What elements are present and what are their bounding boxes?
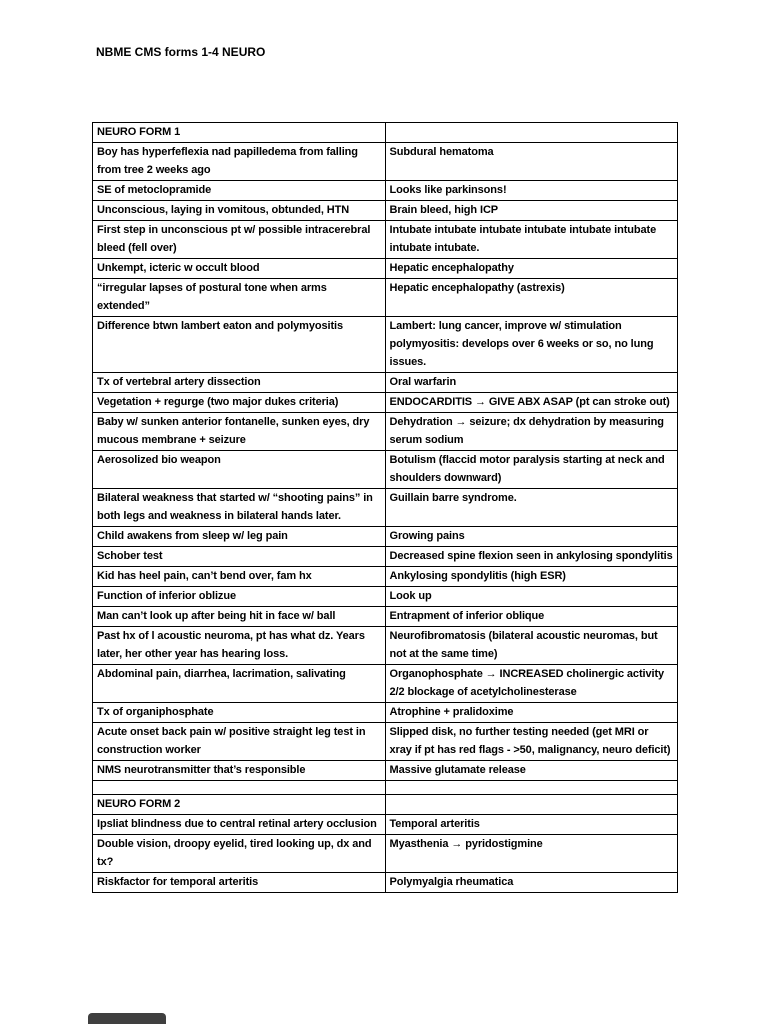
qa-row bbox=[93, 873, 678, 893]
answer-cell: Looks like parkinsons! bbox=[385, 181, 678, 201]
question-cell: Tx of vertebral artery dissection bbox=[93, 373, 386, 393]
answer-cell: Temporal arteritis bbox=[385, 815, 678, 835]
section-header-empty-cell bbox=[385, 795, 678, 815]
answer-cell: Intubate intubate intubate intubate intubate intubate intubate intubate. bbox=[385, 221, 678, 259]
section-header-row bbox=[93, 795, 678, 815]
question-cell: Child awakens from sleep w/ leg pain bbox=[93, 527, 386, 547]
qa-row bbox=[93, 259, 678, 279]
question-cell: Boy has hyperfeflexia nad papilledema from falling from tree 2 weeks ago bbox=[93, 143, 386, 181]
answer-cell: Lambert: lung cancer, improve w/ stimulation polymyositis: develops over 6 weeks or so, no lung issues. bbox=[385, 317, 678, 373]
answer-cell: Slipped disk, no further testing needed (get MRI or xray if pt has red flags - >50, malignancy, neuro deficit) bbox=[385, 723, 678, 761]
question-cell: Acute onset back pain w/ positive straight leg test in construction worker bbox=[93, 723, 386, 761]
question-cell: First step in unconscious pt w/ possible intracerebral bleed (fell over) bbox=[93, 221, 386, 259]
qa-row bbox=[93, 587, 678, 607]
qa-row bbox=[93, 567, 678, 587]
question-cell: Tx of organiphosphate bbox=[93, 703, 386, 723]
question-cell: “irregular lapses of postural tone when arms extended” bbox=[93, 279, 386, 317]
question-cell: Past hx of l acoustic neuroma, pt has what dz. Years later, her other year has hearing loss. bbox=[93, 627, 386, 665]
qa-table bbox=[92, 122, 678, 893]
qa-row bbox=[93, 835, 678, 873]
answer-cell: Hepatic encephalopathy bbox=[385, 259, 678, 279]
question-cell: NMS neurotransmitter that’s responsible bbox=[93, 761, 386, 781]
qa-row bbox=[93, 143, 678, 181]
document-title: NBME CMS forms 1-4 NEURO bbox=[96, 45, 266, 59]
answer-cell: Neurofibromatosis (bilateral acoustic neuromas, but not at the same time) bbox=[385, 627, 678, 665]
qa-row bbox=[93, 627, 678, 665]
question-cell: Function of inferior oblizue bbox=[93, 587, 386, 607]
answer-cell: Massive glutamate release bbox=[385, 761, 678, 781]
qa-row bbox=[93, 547, 678, 567]
answer-cell: Dehydration → seizure; dx dehydration by measuring serum sodium bbox=[385, 413, 678, 451]
section-header-cell: NEURO FORM 1 bbox=[93, 123, 386, 143]
answer-cell: Botulism (flaccid motor paralysis starting at neck and shoulders downward) bbox=[385, 451, 678, 489]
question-cell: Unconscious, laying in vomitous, obtunded, HTN bbox=[93, 201, 386, 221]
qa-row bbox=[93, 279, 678, 317]
answer-cell: Brain bleed, high ICP bbox=[385, 201, 678, 221]
qa-row bbox=[93, 201, 678, 221]
qa-row bbox=[93, 527, 678, 547]
question-cell: Aerosolized bio weapon bbox=[93, 451, 386, 489]
question-cell: Schober test bbox=[93, 547, 386, 567]
section-header-empty-cell bbox=[385, 123, 678, 143]
answer-cell: Subdural hematoma bbox=[385, 143, 678, 181]
qa-row bbox=[93, 221, 678, 259]
question-cell: Difference btwn lambert eaton and polymyositis bbox=[93, 317, 386, 373]
question-cell: Bilateral weakness that started w/ “shooting pains” in both legs and weakness in bilateral hands later. bbox=[93, 489, 386, 527]
qa-row bbox=[93, 373, 678, 393]
question-cell: Vegetation + regurge (two major dukes criteria) bbox=[93, 393, 386, 413]
qa-row bbox=[93, 489, 678, 527]
answer-cell: Atrophine + pralidoxime bbox=[385, 703, 678, 723]
qa-row bbox=[93, 703, 678, 723]
answer-cell: Polymyalgia rheumatica bbox=[385, 873, 678, 893]
spacer-row bbox=[93, 781, 678, 795]
question-cell: Ipsliat blindness due to central retinal artery occlusion bbox=[93, 815, 386, 835]
answer-cell: Organophosphate → INCREASED cholinergic activity 2/2 blockage of acetylcholinesterase bbox=[385, 665, 678, 703]
answer-cell: Guillain barre syndrome. bbox=[385, 489, 678, 527]
qa-row bbox=[93, 607, 678, 627]
qa-row bbox=[93, 317, 678, 373]
section-header-cell: NEURO FORM 2 bbox=[93, 795, 386, 815]
answer-cell: Ankylosing spondylitis (high ESR) bbox=[385, 567, 678, 587]
question-cell: Double vision, droopy eyelid, tired looking up, dx and tx? bbox=[93, 835, 386, 873]
answer-cell: Look up bbox=[385, 587, 678, 607]
qa-row bbox=[93, 815, 678, 835]
question-cell: Unkempt, icteric w occult blood bbox=[93, 259, 386, 279]
page-indicator-fragment bbox=[88, 1013, 166, 1024]
answer-cell: Hepatic encephalopathy (astrexis) bbox=[385, 279, 678, 317]
answer-cell: Oral warfarin bbox=[385, 373, 678, 393]
qa-row bbox=[93, 723, 678, 761]
question-cell: Kid has heel pain, can’t bend over, fam hx bbox=[93, 567, 386, 587]
answer-cell: Entrapment of inferior oblique bbox=[385, 607, 678, 627]
question-cell: Man can’t look up after being hit in face w/ ball bbox=[93, 607, 386, 627]
spacer-cell bbox=[385, 781, 678, 795]
qa-row bbox=[93, 413, 678, 451]
qa-row bbox=[93, 451, 678, 489]
qa-row bbox=[93, 761, 678, 781]
qa-row bbox=[93, 181, 678, 201]
qa-row bbox=[93, 393, 678, 413]
qa-row bbox=[93, 665, 678, 703]
question-cell: SE of metoclopramide bbox=[93, 181, 386, 201]
question-cell: Riskfactor for temporal arteritis bbox=[93, 873, 386, 893]
section-header-row bbox=[93, 123, 678, 143]
spacer-cell bbox=[93, 781, 386, 795]
answer-cell: Myasthenia → pyridostigmine bbox=[385, 835, 678, 873]
question-cell: Baby w/ sunken anterior fontanelle, sunken eyes, dry mucous membrane + seizure bbox=[93, 413, 386, 451]
answer-cell: ENDOCARDITIS → GIVE ABX ASAP (pt can stroke out) bbox=[385, 393, 678, 413]
question-cell: Abdominal pain, diarrhea, lacrimation, salivating bbox=[93, 665, 386, 703]
answer-cell: Growing pains bbox=[385, 527, 678, 547]
answer-cell: Decreased spine flexion seen in ankylosing spondylitis bbox=[385, 547, 678, 567]
